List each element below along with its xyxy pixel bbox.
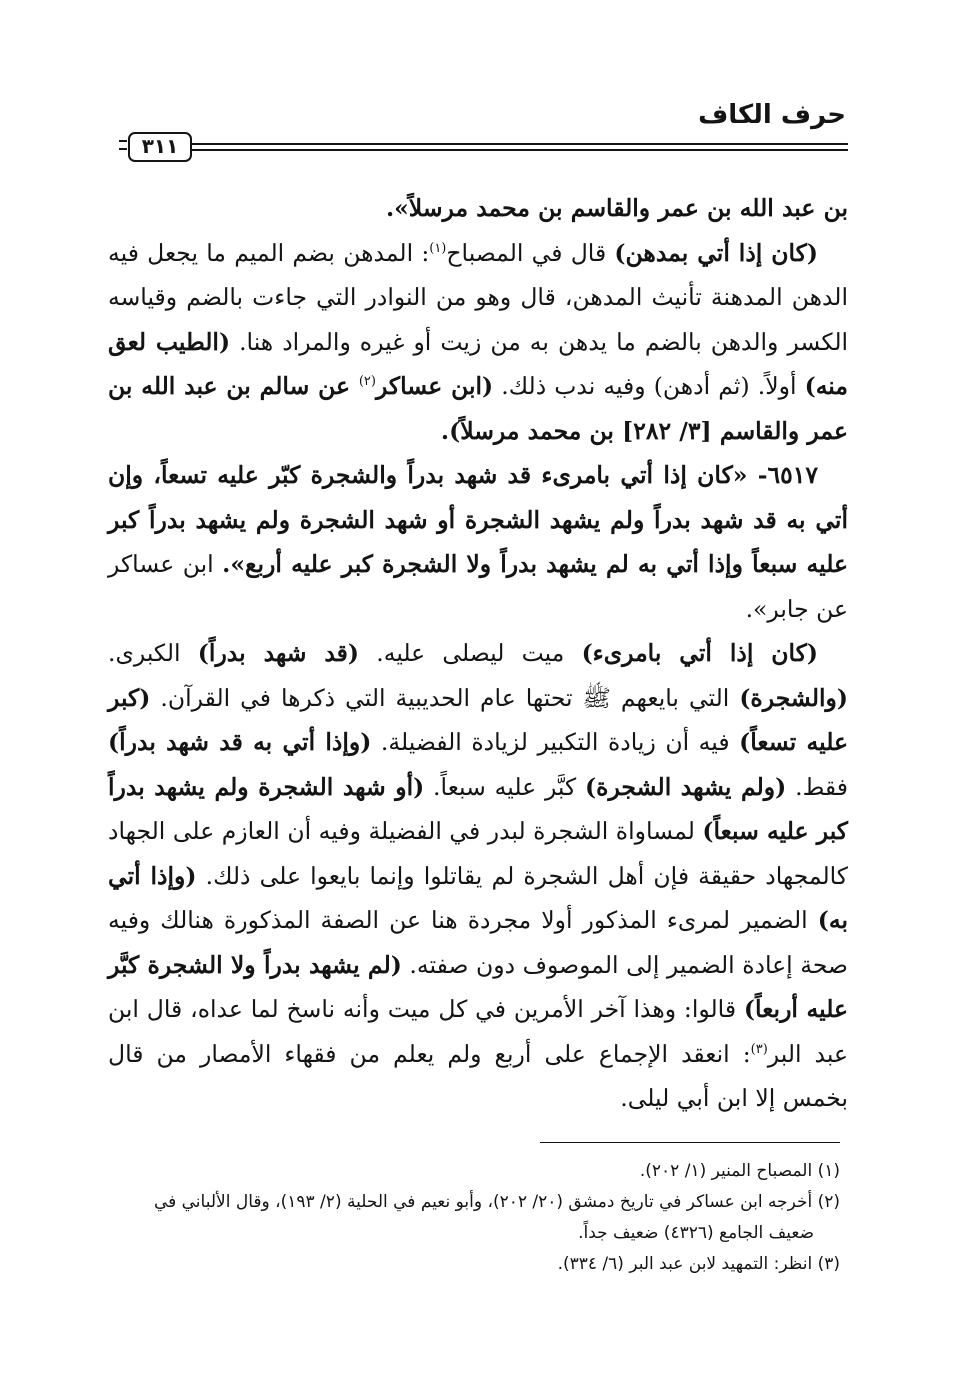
footnote-2: (٢) أخرجه ابن عساكر في تاريخ دمشق (٢٠/ ٢٠٢)، وأبو نعيم في الحلية (٢/ ١٩٣)، وقال الألباني في bbox=[153, 1192, 840, 1212]
text-bold: (وإذا أتي به قد شهد بدراً) bbox=[108, 728, 372, 756]
text: قال في المصباح bbox=[446, 238, 615, 267]
text: فقط. bbox=[786, 772, 849, 801]
text: لمساواة الشجرة لبدر في الفضيلة وفيه أن العازم على الجهاد كالمجهاد حقيقة فإن أهل الشجرة لم يقاتلوا وإنما بايعوا على ذلك. bbox=[108, 817, 848, 890]
header-rule-top bbox=[192, 143, 848, 145]
text: قالوا: وهذا آخر الأمرين في كل ميت وأنه ناسخ لما عداه، قال ابن عبد البر bbox=[108, 995, 848, 1068]
text-bold: (وإذا أتي به) bbox=[108, 861, 848, 934]
footnote-ref-1: (١) bbox=[429, 240, 447, 256]
text-bold: (قد شهد بدراً) bbox=[197, 639, 360, 667]
page-number-box: ٣١١ bbox=[128, 132, 192, 162]
footnote-separator bbox=[540, 1142, 840, 1143]
footnote-ref-3: (٣) bbox=[750, 1041, 768, 1057]
text-bold: (والشجرة) bbox=[739, 683, 848, 712]
main-text bbox=[108, 186, 848, 1121]
hadith-6517 bbox=[108, 453, 848, 631]
text: وفيه ندب ذلك. bbox=[493, 372, 654, 400]
text: الضمير لمرىء المذكور أولا مجردة هنا عن الصفة المذكورة هنالك وفيه صحة إعادة الضمير إلى الموصوف دون صفته. bbox=[108, 906, 848, 979]
paragraph-commentary bbox=[108, 631, 848, 1121]
header-rule-bottom bbox=[192, 149, 848, 151]
text: : انعقد الإجماع على أربع ولم يعلم من فقهاء الأمصار من قال بخمس إلا ابن أبي ليلى. bbox=[108, 1039, 848, 1112]
footnotes bbox=[108, 1156, 840, 1280]
footnote-2-continuation: ضعيف الجامع (٤٣٢٦) ضعيف جداً. bbox=[578, 1223, 814, 1243]
text: التي بايعهم ﷺ تحتها عام الحديبية التي ذكرها في القرآن. bbox=[150, 683, 740, 712]
text-bold: (كان إذا أتي بامرىء) bbox=[581, 639, 819, 667]
text-bold: (كبر عليه تسعاً) bbox=[108, 683, 849, 756]
text-bold: (ابن عساكر bbox=[375, 372, 494, 400]
text: أولاً. bbox=[749, 372, 805, 400]
text-bold: (الطيب لعق منه) bbox=[108, 327, 848, 400]
running-header-title: حرف الكاف bbox=[698, 100, 846, 130]
text: الكبرى. bbox=[108, 639, 198, 667]
text-bold: عن سالم بن عبد الله بن عمر والقاسم [٣/ ٢٨٢] بن محمد مرسلاً). bbox=[108, 372, 848, 445]
text: كبَّر عليه سبعاً. bbox=[424, 772, 586, 801]
text-bold: بن عبد الله بن عمر والقاسم بن محمد مرسلاً». bbox=[385, 194, 848, 222]
text: : المدهن بضم الميم ما يجعل فيه الدهن المدهنة تأنيث المدهن، قال وهو من النوادر التي جاءت بالضم وقياسه الكسر والدهن بالضم ما يدهن به من زيت أو غيره والمراد هنا. bbox=[108, 238, 849, 356]
footnote-3: (٣) انظر: التمهيد لابن عبد البر (٦/ ٣٣٤). bbox=[557, 1254, 840, 1274]
text: (ثم أدهن) bbox=[653, 372, 750, 400]
text-bold: (لم يشهد بدراً ولا الشجرة كبَّر عليه أربعاً) bbox=[108, 950, 849, 1023]
text-bold: (ولم يشهد الشجرة) bbox=[585, 772, 787, 801]
text: ميت ليصلى عليه. bbox=[359, 639, 582, 667]
paragraph-mudhun bbox=[108, 231, 848, 454]
text-bold: (كان إذا أتي بمدهن) bbox=[614, 238, 818, 267]
text-bold: (أو شهد الشجرة ولم يشهد بدراً كبر عليه سبعاً) bbox=[108, 772, 848, 845]
text: ابن عساكر عن جابر». bbox=[108, 550, 848, 623]
footnote-1: (١) المصباح المنير (١/ ٢٠٢). bbox=[639, 1161, 840, 1181]
footnote-ref-2: (٢) bbox=[358, 374, 376, 390]
text: فيه أن زيادة التكبير لزيادة الفضيلة. bbox=[371, 728, 740, 756]
paragraph-continuation bbox=[108, 186, 848, 231]
text-bold: ٦٥١٧- «كان إذا أتي بامرىء قد شهد بدراً والشجرة كبّر عليه تسعاً، وإن أتي به قد شهد بدراً ولم يشهد الشجرة أو شهد الشجرة ولم يشهد بدراً كبر عليه سبعاً وإذا أتي به لم يشهد بدراً ولا الشجرة كبر عليه أربع». bbox=[108, 461, 848, 578]
